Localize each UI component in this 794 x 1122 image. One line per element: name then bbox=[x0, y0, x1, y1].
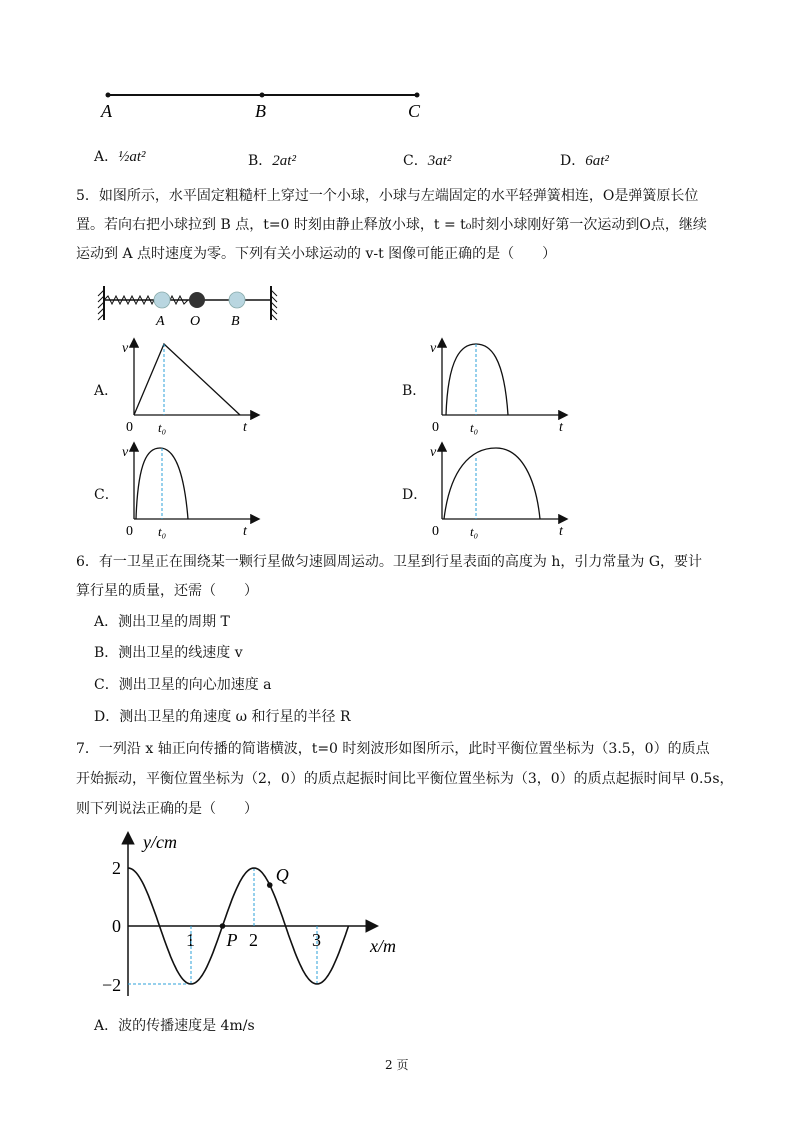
vt-curve-b bbox=[446, 344, 508, 415]
q5-option-c-label[interactable]: C． bbox=[94, 487, 119, 503]
vt-curve-d bbox=[444, 448, 540, 519]
vt-graph-d bbox=[426, 440, 576, 540]
q6-option-a[interactable]: A．测出卫星的周期 T bbox=[94, 614, 230, 630]
axis-v: v bbox=[430, 341, 437, 356]
axis-t: t bbox=[243, 524, 247, 539]
vt-curve-a bbox=[134, 344, 240, 415]
q6-option-d[interactable]: D．测出卫星的角速度 ω 和行星的半径 R bbox=[94, 709, 351, 725]
point-q bbox=[267, 882, 273, 888]
line-abc-figure bbox=[95, 84, 435, 124]
axis-t0: t₀ bbox=[158, 420, 167, 435]
q5-option-d-label[interactable]: D． bbox=[402, 487, 428, 503]
page-number: 2 页 bbox=[385, 1058, 409, 1072]
y-axis-label: y/cm bbox=[143, 832, 177, 852]
label-a: A bbox=[101, 101, 112, 121]
ball-a bbox=[154, 292, 170, 308]
axis-origin: 0 bbox=[126, 524, 133, 539]
axis-origin: 0 bbox=[432, 524, 439, 539]
q6-option-b[interactable]: B．测出卫星的线速度 v bbox=[94, 645, 243, 661]
q7-option-a[interactable]: A．波的传播速度是 4m/s bbox=[94, 1018, 255, 1034]
vt-graph-a bbox=[118, 336, 268, 436]
x-tick-3: 3 bbox=[312, 930, 321, 950]
point-p bbox=[220, 923, 226, 929]
q4-option-b[interactable]: B．2at² bbox=[248, 153, 296, 169]
q5-option-a-label[interactable]: A． bbox=[94, 383, 119, 399]
axis-t: t bbox=[559, 524, 563, 539]
ball-o bbox=[189, 292, 205, 308]
q5-line-3: 运动到 A 点时速度为零。下列有关小球运动的 v-t 图像可能正确的是（ ） bbox=[76, 246, 557, 262]
axis-t0: t₀ bbox=[158, 524, 167, 539]
y-tick-top: 2 bbox=[112, 858, 121, 878]
q4-option-d[interactable]: D．6at² bbox=[560, 153, 609, 169]
q5-option-b-label[interactable]: B． bbox=[402, 383, 427, 399]
q7-line-1: 7．一列沿 x 轴正向传播的简谐横波，t=0 时刻波形如图所示，此时平衡位置坐标为（3.5，0）的质点 bbox=[76, 741, 710, 757]
q6-line-2: 算行星的质量，还需（ ） bbox=[76, 583, 258, 599]
q7-line-2: 开始振动，平衡位置坐标为（2，0）的质点起振时间比平衡位置坐标为（3，0）的质点起振时间早 0.5s， bbox=[76, 771, 734, 787]
axis-origin: 0 bbox=[432, 420, 439, 435]
q4-option-a[interactable]: A．½at² bbox=[94, 149, 146, 165]
axis-t0: t₀ bbox=[470, 524, 479, 539]
q6-option-c[interactable]: C．测出卫星的向心加速度 a bbox=[94, 677, 272, 693]
axis-t: t bbox=[243, 420, 247, 435]
point-p-label: P bbox=[226, 930, 238, 950]
y-tick-bottom: −2 bbox=[102, 975, 122, 995]
q4-option-c[interactable]: C．3at² bbox=[403, 153, 452, 169]
spring-label-o: O bbox=[190, 314, 201, 328]
x-tick-2: 2 bbox=[249, 930, 258, 950]
q7-line-3: 则下列说法正确的是（ ） bbox=[76, 801, 258, 817]
axis-t: t bbox=[559, 420, 563, 435]
spring-ball-figure bbox=[96, 282, 286, 328]
q5-line-1: 5．如图所示，水平固定粗糙杆上穿过一个小球，小球与左端固定的水平轻弹簧相连，O是弹簧原长位 bbox=[76, 188, 699, 204]
q6-line-1: 6．有一卫星正在围绕某一颗行星做匀速圆周运动。卫星到行星表面的高度为 h，引力常量为 G，要计 bbox=[76, 554, 703, 570]
axis-v: v bbox=[122, 341, 129, 356]
axis-v: v bbox=[122, 445, 129, 460]
axis-origin: 0 bbox=[126, 420, 133, 435]
y-tick-zero: 0 bbox=[112, 916, 121, 936]
spring-label-b: B bbox=[231, 314, 240, 328]
spring-label-a: A bbox=[156, 314, 165, 328]
point-q-label: Q bbox=[275, 865, 289, 886]
q5-line-2: 置。若向右把小球拉到 B 点，t=0 时刻由静止释放小球，t = t₀时刻小球刚好第一次运动到O点，继续 bbox=[76, 217, 707, 233]
axis-t0: t₀ bbox=[470, 420, 479, 435]
wave-graph bbox=[100, 828, 420, 1006]
axis-v: v bbox=[430, 445, 437, 460]
label-c: C bbox=[408, 101, 421, 121]
x-axis-label: x/m bbox=[370, 936, 396, 956]
x-tick-1: 1 bbox=[186, 930, 195, 950]
vt-graph-b bbox=[426, 336, 576, 436]
vt-graph-c bbox=[118, 440, 268, 540]
label-b: B bbox=[255, 101, 266, 121]
ball-b bbox=[229, 292, 245, 308]
